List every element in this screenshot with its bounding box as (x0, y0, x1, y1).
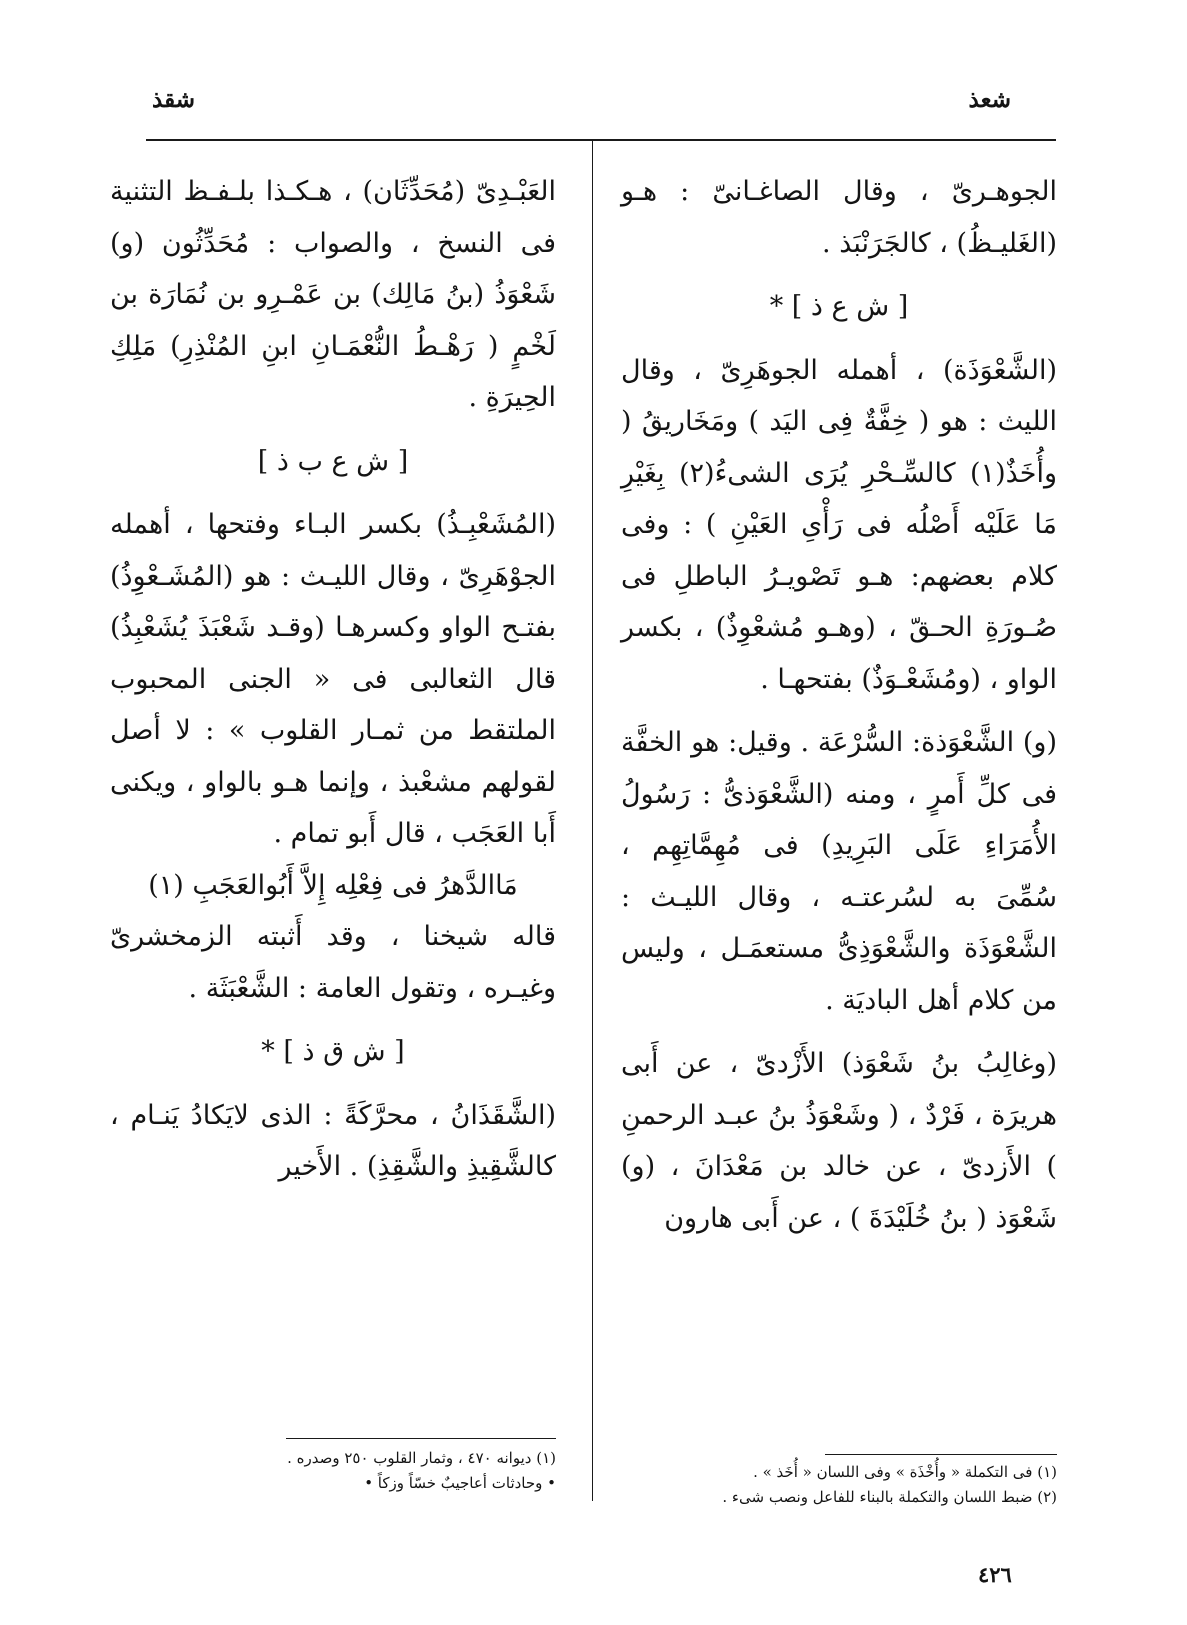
entry-paragraph: (الشَّقَذَانُ ، محرَّكَةً : الذى لايَكادُ يَنـام ، كالشَّقِيذِ والشَّقِذِ) . الأَخير (110, 1099, 556, 1182)
left-column (110, 166, 556, 1193)
running-header-entry-right: شعذ (968, 86, 1011, 113)
entry-paragraph: الجوهـرىّ ، وقال الصاغـانىّ : هـو (الغَليـظُ) ، كالجَرَنْبَذ . (621, 176, 1057, 259)
footnote: (٢) ضبط اللسان والتكملة بالبناء للفاعل ونصب شىء . (722, 1488, 1057, 1506)
right-column (621, 166, 1057, 1244)
footnote-rule (825, 1454, 1057, 1455)
footnote: (١) فى التكملة « وأُخْذَة » وفى اللسان « أُخَذ » . (753, 1463, 1057, 1481)
poem-verse: مَاالدَّهرُ فى فِعْلِه إِلاَّ أَبُوالعَجَبِ (١) (148, 869, 518, 901)
page-number: ٤٢٦ (978, 1562, 1012, 1587)
footnote: • وحادثات أعاجيبٌ خسّاً وزكاً • (364, 1474, 556, 1492)
entry-paragraph: (الشَّعْوَذَة) ، أهمله الجوهَرِىّ ، وقال الليث : هو ( خِفَّةٌ فِى اليَد ) ومَخَاريقُ ( وأُخَذٌ(١) كالسِّـحْرِ يُرَى الشىءُ(٢) بِغَيْرِ مَا عَلَيْه أَصْلُه فى رَأْىِ العَيْنِ ) : وفى كلام بعضهم: هـو تَصْويـرُ الباطلِ فى صُـورَةِ الحـقّ ، (وهـو مُشعْوِذٌ) ، بكسر الواو ، (ومُشَعْـوَذٌ) بفتحهـا . (621, 354, 1057, 695)
running-header-entry-left: شقذ (152, 86, 195, 113)
footnote: (١) ديوانه ٤٧٠ ، وثمار القلوب ٢٥٠ وصدره . (287, 1449, 556, 1467)
entry-heading: [ ش ق ذ ] * (261, 1036, 405, 1067)
entry-paragraph: العَبْـدِىّ (مُحَدِّثَان) ، هـكـذا بلـفـظ التثنية فى النسخ ، والصواب : مُحَدِّثُون (و) شَعْوَذُ (بنُ مَالِك) بن عَمْـرِو بن نُمَارَة بن لَخْمٍ ( رَهْـطُ النُّعْمَـانِ ابنِ المُنْذِرِ) مَلِكِ الحِيرَةِ . (110, 176, 556, 413)
footnotes-left (110, 1446, 556, 1496)
entry-heading: [ ش ع ب ذ ] (257, 445, 409, 477)
column-divider (592, 141, 593, 1501)
entry-paragraph: (وغالِبُ بنُ شَعْوَذ) الأَزْدىّ ، عن أَبى هريرَة ، فَرْدٌ ، ( وشَعْوَذُ بنُ عبـد الرحمنِ ) الأَزدىّ ، عن خالد بن مَعْدَانَ ، (و) شَعْوَذ ( بنُ خُلَيْدَةَ ) ، عن أَبى هارون (621, 1048, 1057, 1234)
entry-paragraph: قاله شيخنا ، وقد أَثبته الزمخشرىّ وغيـره ، وتقول العامة : الشَّعْبَثَة . (110, 921, 556, 1004)
footnotes-right (621, 1460, 1057, 1510)
entry-paragraph: (و) الشَّعْوَذة: السُّرْعَة . وقيل: هو الخفَّة فى كلِّ أَمرٍ ، ومنه (الشَّعْوَذىُّ : رَسُولُ الأُمَرَاءِ عَلَى البَرِيدِ) فى مُهِمَّاتِهِم ، سُمِّىَ به لسُرعتـه ، وقال الليـث : الشَّعْوَذَة والشَّعْوَذِىُّ مستعمَـل ، وليس من كلام أهل الباديَة . (621, 727, 1057, 1016)
footnote-rule (286, 1438, 556, 1439)
entry-heading: [ ش ع ذ ] * (769, 291, 909, 322)
header-rule (146, 139, 1056, 141)
entry-paragraph: (المُشَعْبِـذُ) بكسر البـاء وفتحها ، أهمله الجوْهَرِىّ ، وقال الليـث : هو (المُشَـعْوِذُ) بفتـح الواو وكسرهـا (وقـد شَعْبَذَ يُشَعْبِذُ) قال الثعالبى فى « الجنى المحبوب الملتقط من ثمـار القلوب » : لا أصل لقولهم مشعْبذ ، وإنما هـو بالواو ، ويكنى أَبا العَجَب ، قال أَبو تمام . (110, 509, 556, 849)
